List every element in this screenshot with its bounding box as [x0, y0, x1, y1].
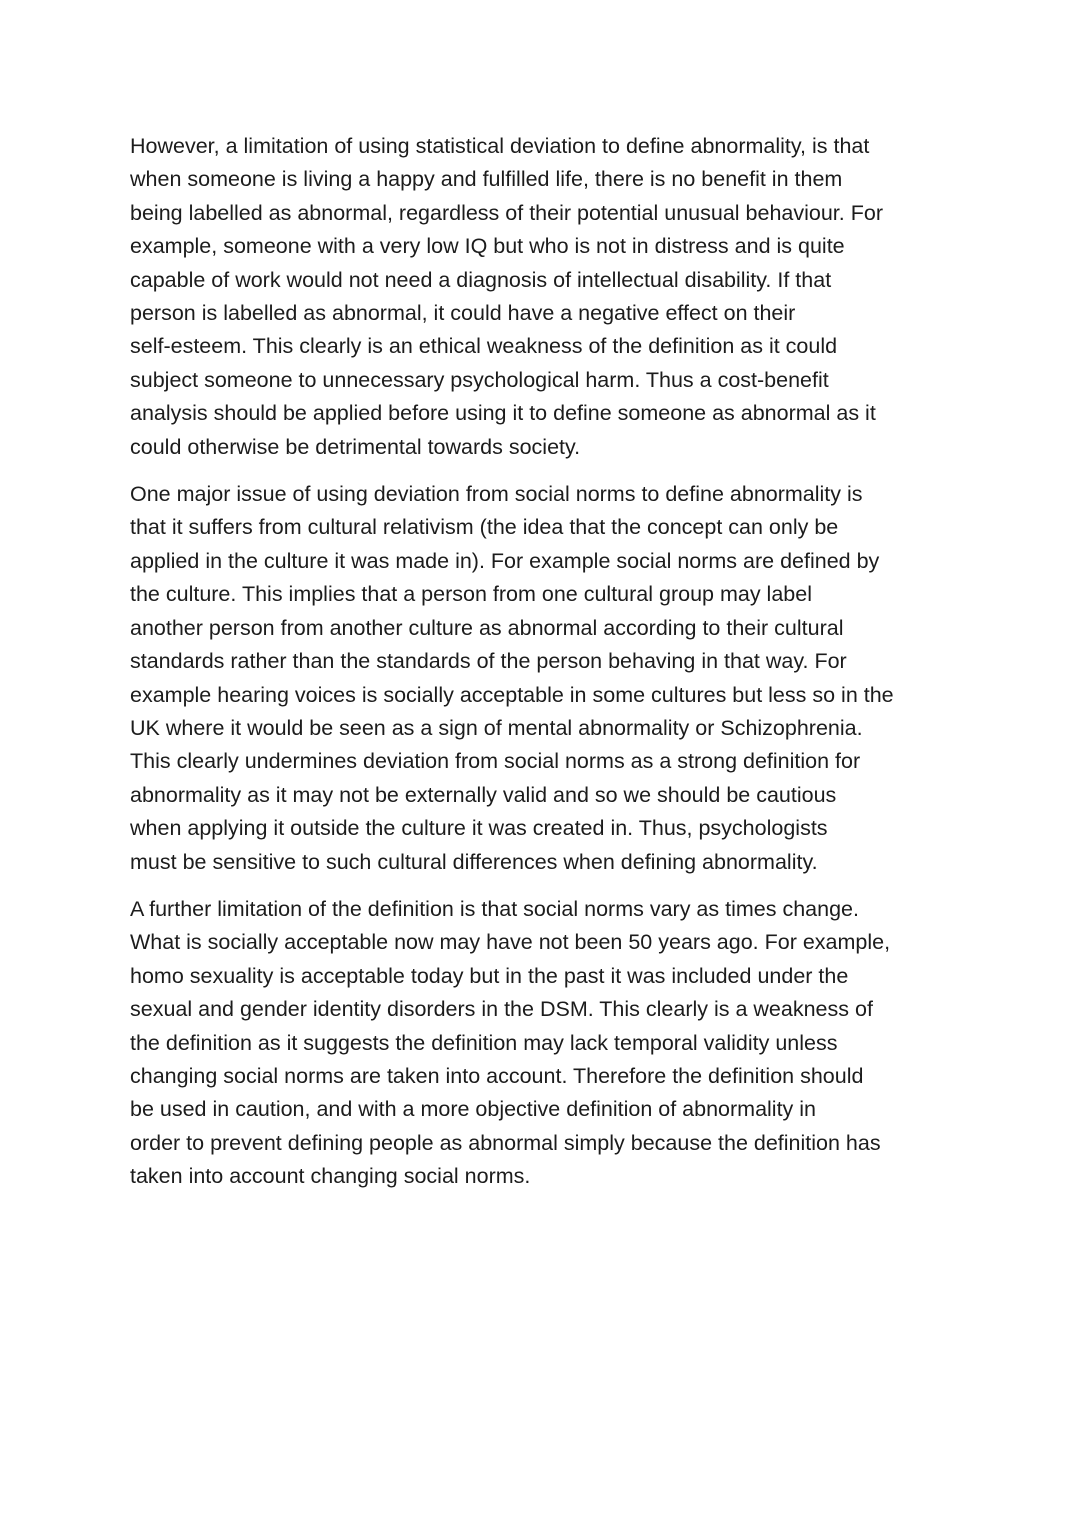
- text-line: This clearly undermines deviation from social norms as a strong definition for: [130, 749, 861, 774]
- text-line: person is labelled as abnormal, it could have a negative effect on their: [130, 301, 796, 326]
- text-line: standards rather than the standards of the person behaving in that way. For: [130, 649, 847, 674]
- paragraph-temporal-validity: [130, 893, 960, 1194]
- text-line: subject someone to unnecessary psychological harm. Thus a cost-benefit: [130, 367, 829, 392]
- text-line: another person from another culture as abnormal according to their cultural: [130, 615, 844, 640]
- text-line: analysis should be applied before using it to define someone as abnormal as it: [130, 401, 876, 426]
- text-line: One major issue of using deviation from social norms to define abnormality is: [130, 482, 863, 507]
- text-line: example, someone with a very low IQ but who is not in distress and is quite: [130, 234, 845, 259]
- text-line: UK where it would be seen as a sign of mental abnormality or Schizophrenia.: [130, 715, 863, 740]
- text-line: A further limitation of the definition is that social norms vary as times change.: [130, 896, 859, 921]
- text-line: sexual and gender identity disorders in the DSM. This clearly is a weakness of: [130, 997, 873, 1022]
- text-line: be used in caution, and with a more objective definition of abnormality in: [130, 1097, 817, 1122]
- text-line: could otherwise be detrimental towards society.: [130, 434, 581, 459]
- text-line: the culture. This implies that a person from one cultural group may label: [130, 582, 812, 607]
- text-line: being labelled as abnormal, regardless of their potential unusual behaviour. For: [130, 200, 883, 225]
- text-line: applied in the culture it was made in). For example social norms are defined by: [130, 548, 880, 573]
- text-line: capable of work would not need a diagnosis of intellectual disability. If that: [130, 267, 832, 292]
- text-line: However, a limitation of using statistical deviation to define abnormality, is that: [130, 134, 870, 158]
- text-line: that it suffers from cultural relativism (the idea that the concept can only be: [130, 515, 839, 540]
- text-line: the definition as it suggests the definition may lack temporal validity unless: [130, 1030, 838, 1055]
- document-body: [130, 130, 960, 1208]
- text-line: example hearing voices is socially acceptable in some cultures but less so in the: [130, 682, 894, 707]
- text-line: taken into account changing social norms.: [130, 1164, 531, 1189]
- text-line: must be sensitive to such cultural differences when defining abnormality.: [130, 849, 818, 874]
- text-line: abnormality as it may not be externally valid and so we should be cautious: [130, 782, 837, 807]
- paragraph-cultural-relativism: [130, 478, 960, 879]
- text-line: when someone is living a happy and fulfilled life, there is no benefit in them: [130, 167, 843, 192]
- paragraph-statistical-deviation: [130, 130, 960, 464]
- text-line: order to prevent defining people as abnormal simply because the definition has: [130, 1130, 881, 1155]
- text-line: changing social norms are taken into account. Therefore the definition should: [130, 1063, 864, 1088]
- text-line: self-esteem. This clearly is an ethical weakness of the definition as it could: [130, 334, 838, 359]
- text-line: homo sexuality is acceptable today but in the past it was included under the: [130, 963, 849, 988]
- text-line: What is socially acceptable now may have not been 50 years ago. For example,: [130, 930, 891, 955]
- text-line: when applying it outside the culture it was created in. Thus, psychologists: [130, 816, 828, 841]
